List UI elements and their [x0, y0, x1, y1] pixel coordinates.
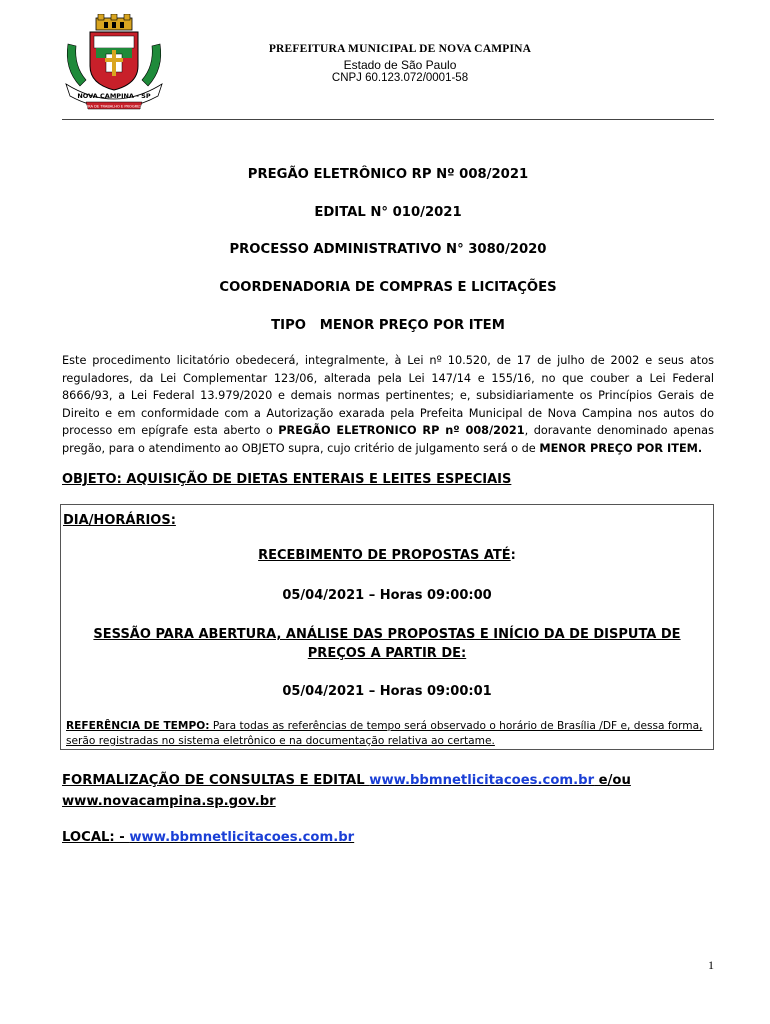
- title-processo: PROCESSO ADMINISTRATIVO N° 3080/2020: [229, 242, 547, 257]
- title-pregao: PREGÃO ELETRÔNICO RP Nº 008/2021: [247, 167, 529, 182]
- header-org-name: PREFEITURA MUNICIPAL DE NOVA CAMPINA: [268, 43, 532, 55]
- time-reference-note: REFERÊNCIA DE TEMPO: Para todas as referências de tempo será observado o horário de Brasília /DF e, dessa forma, serão registradas no sistema eletrônico e na documentação relativa ao certame.: [66, 720, 703, 747]
- bold-criterio: MENOR PREÇO POR ITEM.: [539, 441, 703, 455]
- svg-text:TERRA DE TRABALHO E PROGRESSO: TERRA DE TRABALHO E PROGRESSO: [81, 104, 147, 109]
- schedule-box: [60, 504, 714, 750]
- title-edital: EDITAL N° 010/2021: [314, 205, 462, 220]
- bbmnet-link[interactable]: www.bbmnetlicitacoes.com.br: [369, 773, 595, 788]
- intro-paragraph: Este procedimento licitatório obedecerá, integralmente, à Lei nº 10.520, de 17 de julho de 2002 e seus atos reguladores, da Lei Complementar 123/06, alterada pela Lei 147/14 e 155/16, no que couber a Lei Federal 8666/93, a Lei Federal 13.979/2020 e demais normas pertinentes; e, subsidiariamente os Princípios Gerais de Direito e em conformidade com a Autorização exarada pela Prefeita Municipal de Nova Campina nos autos do processo em epígrafe esta aberto o PREGÃO ELETRONICO RP nº 008/2021, doravante denominado apenas pregão, para o atendimento ao OBJETO supra, cujo critério de julgamento será o de MENOR PREÇO POR ITEM.: [62, 354, 714, 455]
- svg-text:NOVA CAMPINA - SP: NOVA CAMPINA - SP: [77, 92, 151, 100]
- bold-pregao-ref: PREGÃO ELETRONICO RP nº 008/2021: [278, 424, 525, 438]
- header-cnpj: CNPJ 60.123.072/0001-58: [331, 72, 469, 84]
- session-time: 05/04/2021 – Horas 09:00:01: [282, 684, 492, 699]
- objeto-heading: OBJETO: AQUISIÇÃO DE DIETAS ENTERAIS E LEITES ESPECIAIS: [62, 472, 512, 487]
- header-state: Estado de São Paulo: [343, 58, 457, 72]
- local-line: LOCAL: - www.bbmnetlicitacoes.com.br: [62, 830, 355, 845]
- formalizacao-line: FORMALIZAÇÃO DE CONSULTAS E EDITAL www.bbmnetlicitacoes.com.br e/ou www.novacampina.sp.gov.br: [62, 773, 631, 809]
- page-number: 1: [708, 958, 714, 972]
- session-label-line2: PREÇOS A PARTIR DE:: [307, 646, 467, 661]
- title-coordenadoria: COORDENADORIA DE COMPRAS E LICITAÇÕES: [219, 280, 557, 295]
- session-label-line1: SESSÃO PARA ABERTURA, ANÁLISE DAS PROPOSTAS E INÍCIO DA DE DISPUTA DE: [93, 627, 681, 642]
- receipt-label: RECEBIMENTO DE PROPOSTAS ATÉ:: [258, 548, 516, 563]
- title-tipo: TIPO MENOR PREÇO POR ITEM: [271, 318, 505, 333]
- header-divider: [62, 119, 714, 120]
- municipal-crest-icon: [60, 14, 168, 110]
- receipt-time: 05/04/2021 – Horas 09:00:00: [282, 588, 492, 603]
- schedule-heading: DIA/HORÁRIOS:: [63, 513, 176, 528]
- novacampina-link[interactable]: www.novacampina.sp.gov.br: [62, 794, 276, 809]
- local-bbmnet-link[interactable]: www.bbmnetlicitacoes.com.br: [129, 830, 355, 845]
